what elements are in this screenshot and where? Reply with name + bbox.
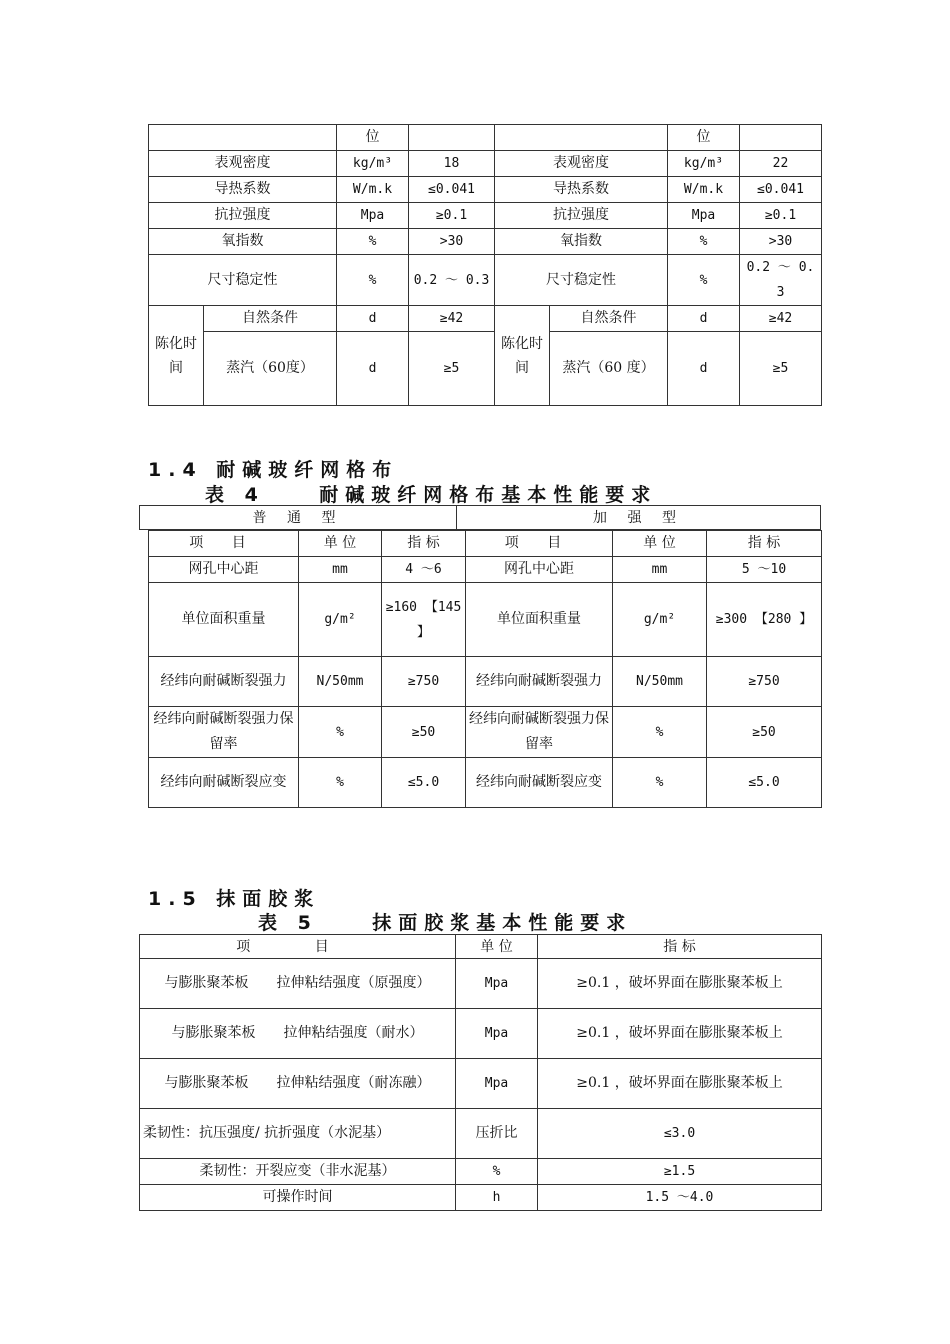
table-row: 导热系数 W/m.k ≤0.041 导热系数 W/m.k ≤0.041	[149, 177, 822, 203]
unit-header-tail: 位	[337, 125, 409, 151]
table-row: 网孔中心距 mm 4 ～6 网孔中心距 mm 5 ～10	[149, 557, 822, 583]
table-3-continued	[148, 124, 822, 406]
table-row: 项 目 单 位 指 标	[140, 935, 822, 959]
type-reinforced: 加 强 型	[457, 506, 821, 530]
table-5-title: 表 5 抹面胶浆基本性能要求	[258, 912, 633, 934]
table-row: 氧指数 % >30 氧指数 % >30	[149, 229, 822, 255]
table-4-type-header	[139, 505, 821, 530]
table-row: 蒸汽（60度） d ≥5 蒸汽（60 度） d ≥5	[149, 332, 822, 406]
table-row: 与膨胀聚苯板 拉伸粘结强度（原强度） Mpa ≥0.1 ，破坏界面在膨胀聚苯板上	[140, 959, 822, 1009]
table-row: 表观密度 kg/m³ 18 表观密度 kg/m³ 22	[149, 151, 822, 177]
table-row: 抗拉强度 Mpa ≥0.1 抗拉强度 Mpa ≥0.1	[149, 203, 822, 229]
table-4-title: 表 4 耐碱玻纤网格布基本性能要求	[205, 484, 658, 506]
type-normal: 普 通 型	[140, 506, 457, 530]
table-row	[140, 506, 821, 530]
table-row: 项 目 单 位 指 标 项 目 单 位 指 标	[149, 531, 822, 557]
table-row: 柔韧性：开裂应变（非水泥基） % ≥1.5	[140, 1159, 822, 1185]
table-4	[148, 530, 822, 808]
section-heading-1-5: 1.5 抹面胶浆	[148, 888, 321, 910]
table-row: 经纬向耐碱断裂应变 % ≤5.0 经纬向耐碱断裂应变 % ≤5.0	[149, 758, 822, 808]
unit-header-tail: 位	[668, 125, 740, 151]
table-row: 经纬向耐碱断裂强力 N/50mm ≥750 经纬向耐碱断裂强力 N/50mm ≥750	[149, 657, 822, 707]
table-row: 柔韧性：抗压强度/ 抗折强度（水泥基） 压折比 ≤3.0	[140, 1109, 822, 1159]
table-row: 陈化时间 自然条件 d ≥42 陈化时间 自然条件 d ≥42	[149, 306, 822, 332]
table-row: 与膨胀聚苯板 拉伸粘结强度（耐水） Mpa ≥0.1 ，破坏界面在膨胀聚苯板上	[140, 1009, 822, 1059]
aging-time-label: 陈化时间	[149, 306, 204, 406]
table-row: 可操作时间 h 1.5 ～4.0	[140, 1185, 822, 1211]
table-row	[149, 125, 822, 151]
table-5	[139, 934, 822, 1211]
table-row: 经纬向耐碱断裂强力保留率 % ≥50 经纬向耐碱断裂强力保留率 % ≥50	[149, 707, 822, 758]
table-row: 与膨胀聚苯板 拉伸粘结强度（耐冻融） Mpa ≥0.1 ，破坏界面在膨胀聚苯板上	[140, 1059, 822, 1109]
section-heading-1-4: 1.4 耐碱玻纤网格布	[148, 459, 399, 481]
table-row: 尺寸稳定性 % 0.2 ～ 0.3 尺寸稳定性 % 0.2 ～ 0.3	[149, 255, 822, 306]
table-row: 单位面积重量 g/m² ≥160 【145 】 单位面积重量 g/m² ≥300 【280 】	[149, 583, 822, 657]
aging-time-label: 陈化时间	[495, 306, 550, 406]
